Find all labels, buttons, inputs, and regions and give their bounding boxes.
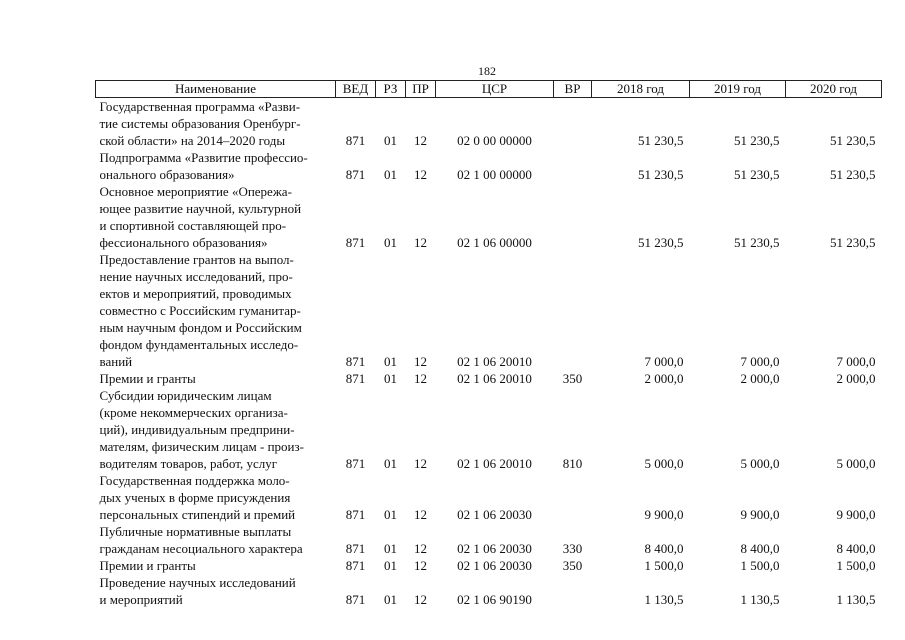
rz-cell: 01 (384, 541, 397, 556)
header-ved: ВЕД (336, 81, 376, 98)
rz-cell: 01 (384, 235, 397, 250)
rz-cell: 01 (384, 592, 397, 607)
amount-2018-cell: 51 230,5 (638, 133, 684, 148)
table-header-row (96, 81, 882, 98)
pr-cell: 12 (414, 133, 427, 148)
pr-cell: 12 (414, 456, 427, 471)
row-name-line: фондом фундаментальных исследо- (99, 337, 299, 352)
amount-2020-cell: 1 130,5 (836, 592, 876, 607)
vr-cell (554, 251, 592, 370)
header-name: Наименование (96, 81, 336, 98)
amount-2020-cell: 1 500,0 (836, 558, 876, 573)
amount-2018-cell: 7 000,0 (644, 354, 684, 369)
header-pr: ПР (406, 81, 436, 98)
amount-2019-cell: 51 230,5 (734, 167, 780, 182)
row-name-line: Проведение научных исследований (99, 575, 296, 590)
rz-cell: 01 (384, 507, 397, 522)
amount-2019-cell: 8 400,0 (740, 541, 780, 556)
row-name-line: мателям, физическим лицам - произ- (99, 439, 304, 454)
row-name-cell (96, 574, 336, 608)
amount-2020-cell: 2 000,0 (836, 371, 876, 386)
header-2018: 2018 год (592, 81, 690, 98)
row-name-line: совместно с Российским гуманитар- (99, 303, 301, 318)
row-name-line: ций), индивидуальным предприни- (99, 422, 295, 437)
row-name-cell (96, 98, 336, 150)
pr-cell: 12 (414, 371, 427, 386)
row-name-cell (96, 472, 336, 523)
amount-2019-cell: 1 130,5 (740, 592, 780, 607)
vr-cell: 350 (562, 371, 583, 386)
amount-2020-cell: 8 400,0 (836, 541, 876, 556)
amount-2020-cell: 51 230,5 (830, 133, 876, 148)
csr-cell: 02 1 06 20010 (457, 354, 532, 369)
pr-cell: 12 (414, 558, 427, 573)
vr-cell: 810 (562, 456, 583, 471)
budget-table (95, 80, 882, 608)
vr-cell (554, 149, 592, 183)
row-name-line: гражданам несоциального характера (99, 541, 303, 556)
amount-2020-cell: 51 230,5 (830, 235, 876, 250)
row-name-cell (96, 251, 336, 370)
header-2019: 2019 год (690, 81, 786, 98)
header-csr: ЦСР (436, 81, 554, 98)
row-name-line: ской области» на 2014–2020 годы (99, 133, 286, 148)
amount-2019-cell: 51 230,5 (734, 235, 780, 250)
row-name-cell (96, 183, 336, 251)
amount-2019-cell: 7 000,0 (740, 354, 780, 369)
rz-cell: 01 (384, 371, 397, 386)
amount-2018-cell: 51 230,5 (638, 167, 684, 182)
table-row (96, 251, 882, 370)
amount-2020-cell: 7 000,0 (836, 354, 876, 369)
row-name-line: (кроме некоммерческих организа- (99, 405, 288, 420)
csr-cell: 02 1 06 20010 (457, 371, 532, 386)
amount-2019-cell: 51 230,5 (734, 133, 780, 148)
pr-cell: 12 (414, 354, 427, 369)
ved-cell: 871 (345, 167, 366, 182)
amount-2020-cell: 5 000,0 (836, 456, 876, 471)
row-name-line: Основное мероприятие «Опережа- (99, 184, 292, 199)
row-name-line: Премии и гранты (99, 558, 196, 573)
pr-cell: 12 (414, 235, 427, 250)
amount-2019-cell: 5 000,0 (740, 456, 780, 471)
row-name-line: Премии и гранты (99, 371, 196, 386)
pr-cell: 12 (414, 592, 427, 607)
amount-2018-cell: 1 130,5 (644, 592, 684, 607)
amount-2019-cell: 2 000,0 (740, 371, 780, 386)
table-row (96, 387, 882, 472)
ved-cell: 871 (345, 456, 366, 471)
amount-2018-cell: 2 000,0 (644, 371, 684, 386)
rz-cell: 01 (384, 133, 397, 148)
vr-cell (554, 98, 592, 150)
vr-cell (554, 472, 592, 523)
row-name-line: ющее развитие научной, культурной (99, 201, 302, 216)
row-name-line: ектов и мероприятий, проводимых (99, 286, 292, 301)
vr-cell: 350 (562, 558, 583, 573)
row-name-line: Подпрограмма «Развитие профессио- (99, 150, 308, 165)
row-name-line: Государственная программа «Разви- (99, 99, 301, 114)
row-name-line: Государственная поддержка моло- (99, 473, 290, 488)
csr-cell: 02 1 06 00000 (457, 235, 532, 250)
row-name-line: Предоставление грантов на выпол- (99, 252, 294, 267)
csr-cell: 02 1 06 20030 (457, 541, 532, 556)
row-name-line: дых ученых в форме присуждения (99, 490, 291, 505)
amount-2018-cell: 1 500,0 (644, 558, 684, 573)
row-name-line: Публичные нормативные выплаты (99, 524, 292, 539)
row-name-line: и мероприятий (99, 592, 183, 607)
csr-cell: 02 1 00 00000 (457, 167, 532, 182)
row-name-line: ным научным фондом и Российским (99, 320, 302, 335)
page-number: 182 (478, 64, 496, 78)
amount-2020-cell: 9 900,0 (836, 507, 876, 522)
amount-2020-cell: 51 230,5 (830, 167, 876, 182)
table-row (96, 98, 882, 150)
header-vr: ВР (554, 81, 592, 98)
table-row (96, 149, 882, 183)
ved-cell: 871 (345, 235, 366, 250)
row-name-line: онального образования» (99, 167, 235, 182)
vr-cell (554, 183, 592, 251)
header-2020: 2020 год (786, 81, 882, 98)
row-name-line: ваний (99, 354, 133, 369)
table-row (96, 574, 882, 608)
ved-cell: 871 (345, 541, 366, 556)
amount-2018-cell: 5 000,0 (644, 456, 684, 471)
ved-cell: 871 (345, 558, 366, 573)
rz-cell: 01 (384, 354, 397, 369)
table-row (96, 557, 882, 574)
table-row (96, 183, 882, 251)
csr-cell: 02 1 06 20010 (457, 456, 532, 471)
pr-cell: 12 (414, 507, 427, 522)
csr-cell: 02 1 06 90190 (457, 592, 532, 607)
row-name-cell (96, 370, 336, 387)
vr-cell (554, 574, 592, 608)
csr-cell: 02 1 06 20030 (457, 507, 532, 522)
ved-cell: 871 (345, 507, 366, 522)
table-row (96, 370, 882, 387)
amount-2019-cell: 1 500,0 (740, 558, 780, 573)
row-name-line: тие системы образования Оренбург- (99, 116, 301, 131)
row-name-cell (96, 387, 336, 472)
amount-2018-cell: 51 230,5 (638, 235, 684, 250)
pr-cell: 12 (414, 167, 427, 182)
header-rz: РЗ (376, 81, 406, 98)
ved-cell: 871 (345, 592, 366, 607)
rz-cell: 01 (384, 456, 397, 471)
ved-cell: 871 (345, 354, 366, 369)
row-name-cell (96, 149, 336, 183)
table-body (96, 98, 882, 609)
row-name-cell (96, 523, 336, 557)
rz-cell: 01 (384, 558, 397, 573)
row-name-line: нение научных исследований, про- (99, 269, 293, 284)
csr-cell: 02 1 06 20030 (457, 558, 532, 573)
row-name-line: персональных стипендий и премий (99, 507, 296, 522)
amount-2019-cell: 9 900,0 (740, 507, 780, 522)
row-name-cell (96, 557, 336, 574)
rz-cell: 01 (384, 167, 397, 182)
csr-cell: 02 0 00 00000 (457, 133, 532, 148)
row-name-line: Субсидии юридическим лицам (99, 388, 272, 403)
row-name-line: водителям товаров, работ, услуг (99, 456, 278, 471)
row-name-line: фессионального образования» (99, 235, 268, 250)
table-row (96, 523, 882, 557)
ved-cell: 871 (345, 133, 366, 148)
ved-cell: 871 (345, 371, 366, 386)
amount-2018-cell: 9 900,0 (644, 507, 684, 522)
vr-cell: 330 (562, 541, 583, 556)
table-row (96, 472, 882, 523)
pr-cell: 12 (414, 541, 427, 556)
amount-2018-cell: 8 400,0 (644, 541, 684, 556)
row-name-line: и спортивной составляющей про- (99, 218, 287, 233)
